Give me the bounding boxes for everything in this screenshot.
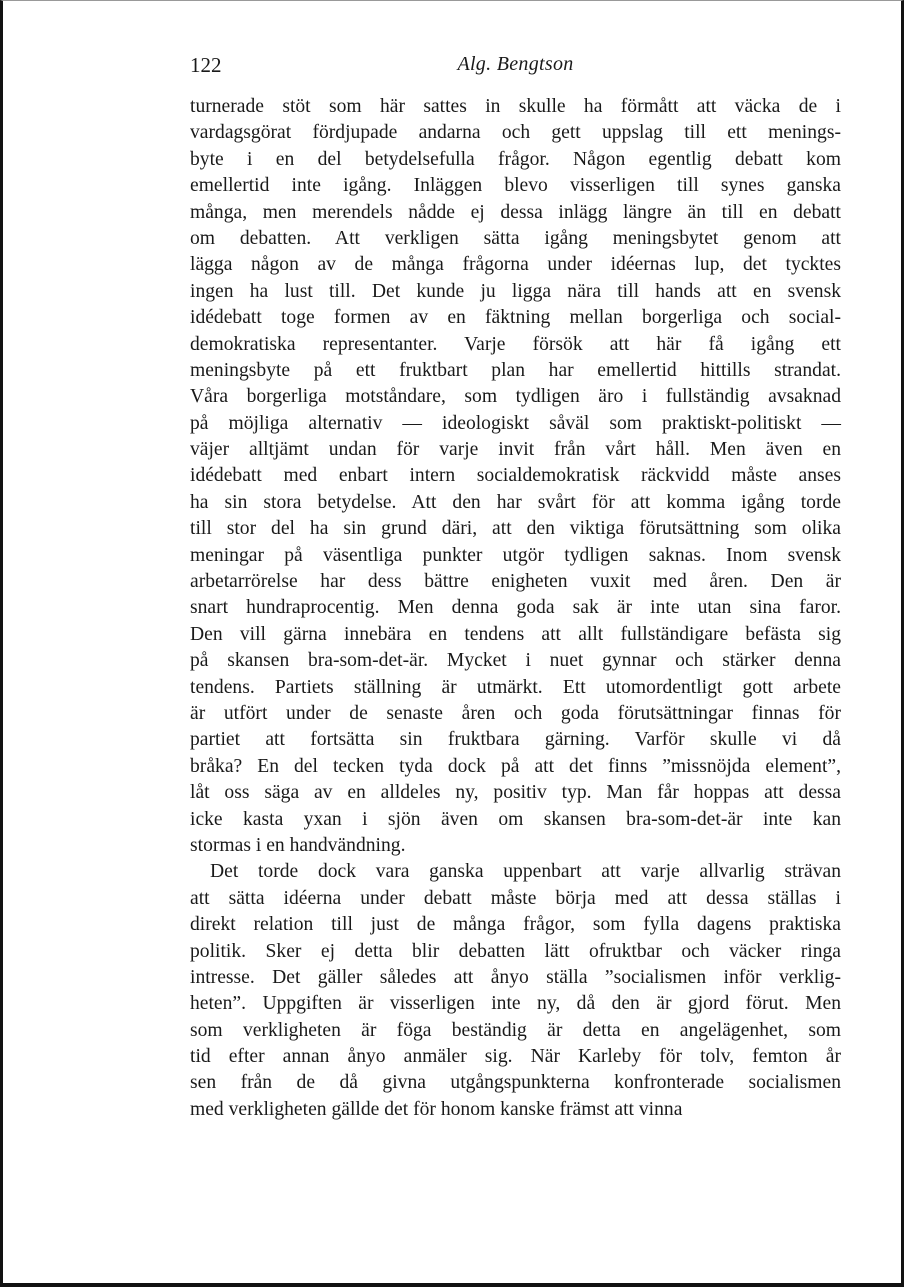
text-line: tid efter annan ånyo anmäler sig. När Karleby för tolv, femton år [190, 1046, 841, 1068]
text-line: Den vill gärna innebära en tendens att allt fullständigare befästa sig [190, 623, 841, 645]
text-line: på skansen bra-som-det-är. Mycket i nuet gynnar och stärker denna [190, 650, 841, 672]
text-line: som verkligheten är föga beständig är detta en angelägenhet, som [190, 1019, 841, 1041]
text-line: ingen ha lust till. Det kunde ju ligga nära till hands att en svensk [190, 280, 841, 302]
text-line: vardagsgörat fördjupade andarna och gett uppslag till ett menings- [190, 122, 841, 144]
running-head [190, 53, 841, 83]
text-line: sen från de då givna utgångspunkterna konfronterade socialismen [190, 1072, 841, 1094]
text-line: tendens. Partiets ställning är utmärkt. Ett utomordentligt gott arbete [190, 676, 841, 698]
text-line: direkt relation till just de många frågor, som fylla dagens praktiska [190, 914, 841, 936]
text-line: snart hundraprocentig. Men denna goda sak är inte utan sina faror. [190, 597, 841, 619]
text-line: Våra borgerliga motståndare, som tydligen äro i fullständig avsaknad [190, 386, 841, 408]
text-line: idédebatt med enbart intern socialdemokratisk räckvidd måste anses [190, 465, 841, 487]
text-line: att sätta idéerna under debatt måste börja med att dessa ställas i [190, 887, 841, 909]
text-line: många, men merendels nådde ej dessa inlägg längre än till en debatt [190, 201, 841, 223]
text-line: är utfört under de senaste åren och goda förutsättningar finnas för [190, 702, 841, 724]
text-line: turnerade stöt som här sattes in skulle ha förmått att väcka de i [190, 96, 841, 117]
page-number: 122 [190, 53, 222, 77]
text-line: bråka? En del tecken tyda dock på att det finns ”missnöjda element”, [190, 755, 841, 777]
paragraph [190, 94, 841, 859]
text-line: Det torde dock vara ganska uppenbart att varje allvarlig strävan [210, 861, 841, 883]
text-line: demokratiska representanter. Varje försök att här få igång ett [190, 333, 841, 355]
text-line: byte i en del betydelsefulla frågor. Någon egentlig debatt kom [190, 148, 841, 170]
text-line: ha sin stora betydelse. Att den har svårt för att komma igång torde [190, 491, 841, 513]
text-line: låt oss säga av en alldeles ny, positiv typ. Man får hoppas att dessa [190, 782, 841, 804]
text-line: om debatten. Att verkligen sätta igång meningsbytet genom att [190, 227, 841, 249]
paragraph [190, 859, 841, 1123]
body-text [190, 94, 841, 1123]
paragraphs-container [190, 94, 841, 1123]
text-line: meningar på väsentliga punkter utgör tydligen saknas. Inom svensk [190, 544, 841, 566]
text-line: politik. Sker ej detta blir debatten lätt ofruktbar och väcker ringa [190, 940, 841, 962]
text-line: med verkligheten gällde det för honom kanske främst att vinna [190, 1098, 683, 1120]
text-line: väjer alltjämt undan för varje invit från vårt håll. Men även en [190, 439, 841, 461]
text-line: intresse. Det gäller således att ånyo ställa ”socialismen inför verklig- [190, 966, 841, 988]
text-line: stormas i en handvändning. [190, 834, 406, 856]
text-line: icke kasta yxan i sjön även om skansen bra-som-det-är inte kan [190, 808, 841, 830]
text-line: meningsbyte på ett fruktbart plan har emellertid hittills strandat. [190, 359, 841, 381]
text-line: på möjliga alternativ — ideologiskt såväl som praktiskt-politiskt — [190, 412, 841, 434]
text-line: lägga någon av de många frågorna under idéernas lup, det tycktes [190, 254, 841, 276]
text-line: arbetarrörelse har dess bättre enigheten vuxit med åren. Den är [190, 571, 841, 593]
text-line: partiet att fortsätta sin fruktbara gärning. Varför skulle vi då [190, 729, 841, 751]
text-line: till stor del ha sin grund däri, att den viktiga förutsättning som olika [190, 518, 841, 540]
text-line: idédebatt toge formen av en fäktning mellan borgerliga och social- [190, 307, 841, 329]
text-line: emellertid inte igång. Inläggen blevo visserligen till synes ganska [190, 175, 841, 197]
running-head-author: Alg. Bengtson [457, 53, 574, 75]
text-line: heten”. Uppgiften är visserligen inte ny, då den är gjord förut. Men [190, 993, 841, 1015]
